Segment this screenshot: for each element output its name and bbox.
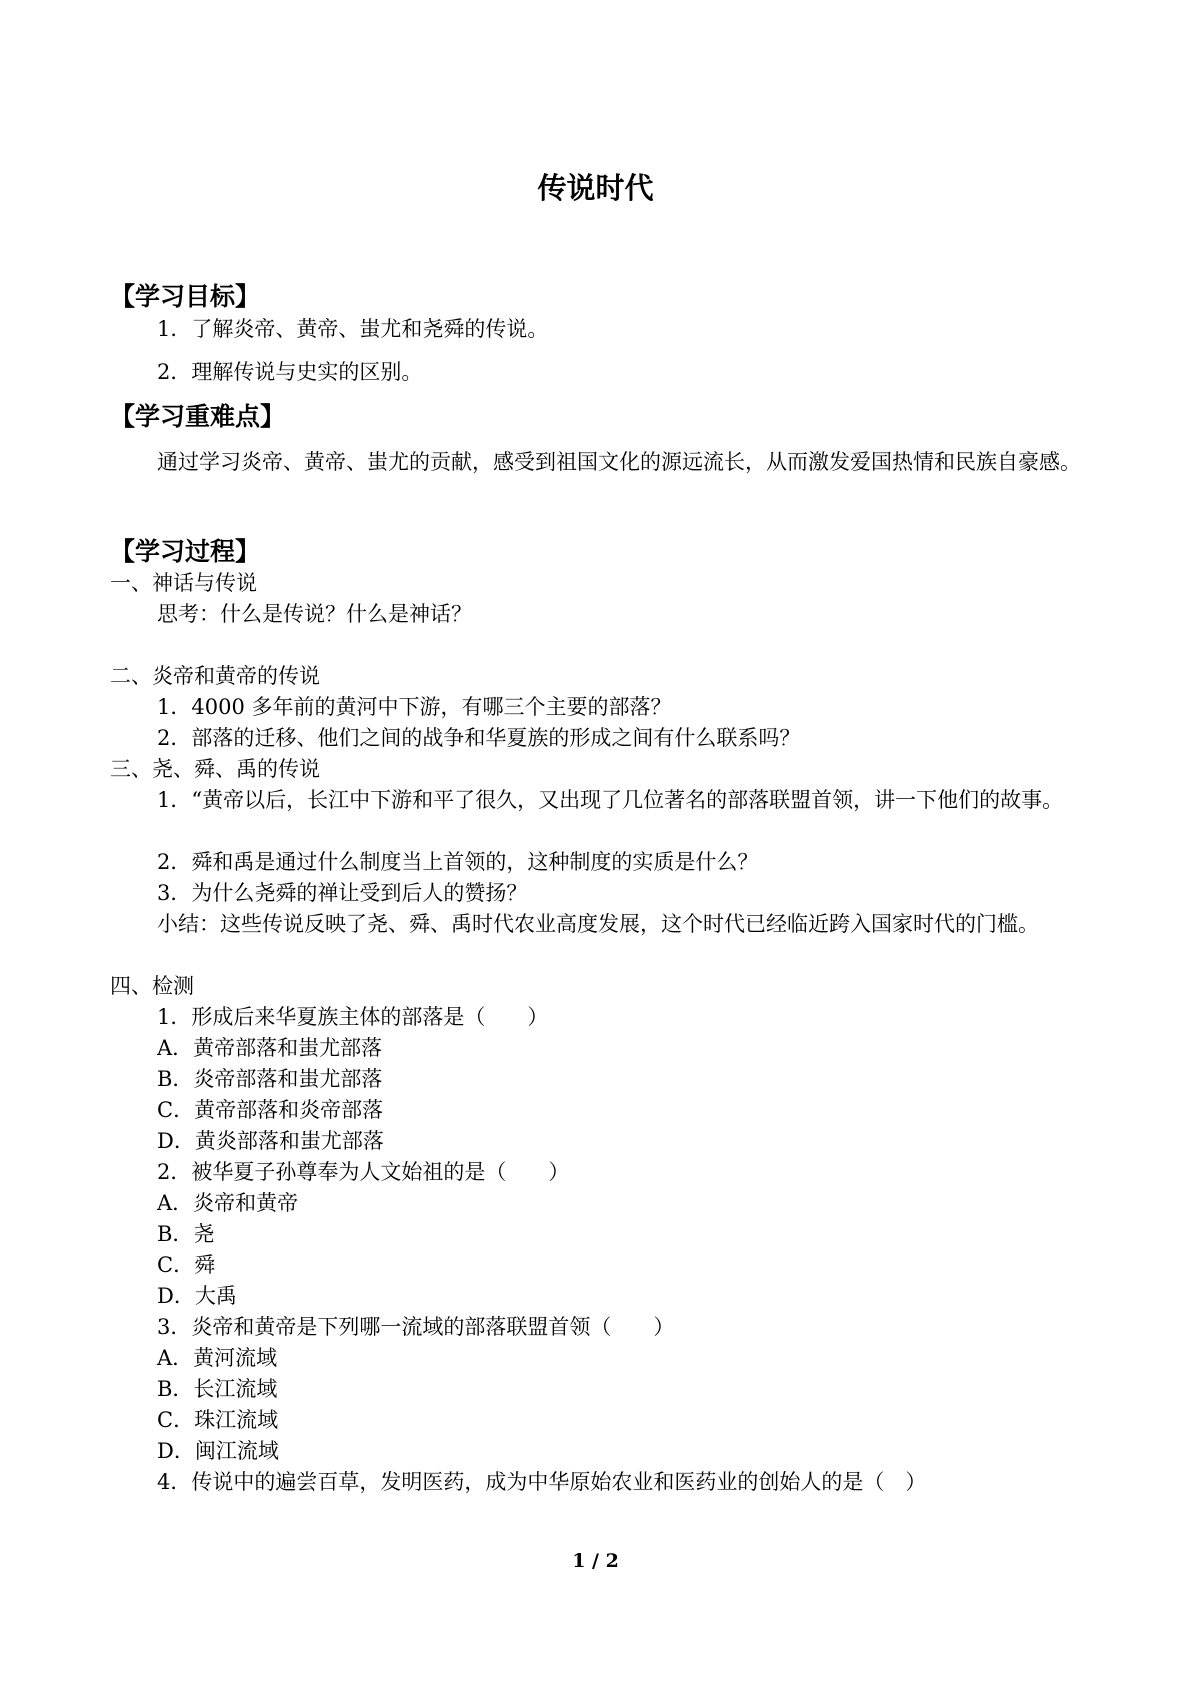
quiz-3-option-a: A．黄河流域 <box>157 1346 278 1370</box>
section-3-question-1: 1．“黄帝以后，长江中下游和平了很久，又出现了几位著名的部落联盟首领，讲一下他们的故事。 <box>157 788 1064 812</box>
section-1-title: 一、神话与传说 <box>110 571 257 595</box>
quiz-3-option-d: D．闽江流域 <box>157 1439 279 1463</box>
process-heading: 【学习过程】 <box>110 537 261 566</box>
quiz-3-option-b: B．长江流域 <box>157 1377 278 1401</box>
section-3-summary: 小结：这些传说反映了尧、舜、禹时代农业高度发展，这个时代已经临近跨入国家时代的门槛。 <box>157 912 1039 936</box>
quiz-1-option-d: D．黄炎部落和蚩尤部落 <box>157 1129 384 1153</box>
quiz-question-1: 1．形成后来华夏族主体的部落是（ ） <box>157 1005 549 1029</box>
section-3-question-2: 2．舜和禹是通过什么制度当上首领的，这种制度的实质是什么？ <box>157 850 759 874</box>
quiz-1-option-c: C．黄帝部落和炎帝部落 <box>157 1098 384 1122</box>
quiz-1-option-a: A．黄帝部落和蚩尤部落 <box>157 1036 383 1060</box>
quiz-question-3: 3．炎帝和黄帝是下列哪一流域的部落联盟首领（ ） <box>157 1315 675 1339</box>
key-points-text: 通过学习炎帝、黄帝、蚩尤的贡献，感受到祖国文化的源远流长，从而激发爱国热情和民族自豪感。 <box>157 450 1081 474</box>
quiz-question-2: 2．被华夏子孙尊奉为人文始祖的是（ ） <box>157 1160 570 1184</box>
quiz-2-option-a: A．炎帝和黄帝 <box>157 1191 299 1215</box>
goal-item-1: 1．了解炎帝、黄帝、蚩尤和尧舜的传说。 <box>157 317 549 341</box>
quiz-2-option-d: D．大禹 <box>157 1284 237 1308</box>
quiz-question-4: 4．传说中的遍尝百草，发明医药，成为中华原始农业和医药业的创始人的是（ ） <box>157 1470 927 1494</box>
page-title: 传说时代 <box>537 171 654 205</box>
quiz-2-option-b: B．尧 <box>157 1222 215 1246</box>
section-3-question-3: 3．为什么尧舜的禅让受到后人的赞扬？ <box>157 881 528 905</box>
quiz-2-option-c: C．舜 <box>157 1253 216 1277</box>
page-number: 1 / 2 <box>572 1550 619 1572</box>
goal-item-2: 2．理解传说与史实的区别。 <box>157 360 423 384</box>
quiz-3-option-c: C．珠江流域 <box>157 1408 279 1432</box>
section-2-question-2: 2．部落的迁移、他们之间的战争和华夏族的形成之间有什么联系吗？ <box>157 726 801 750</box>
section-4-title: 四、检测 <box>110 974 194 998</box>
goals-heading: 【学习目标】 <box>110 282 261 311</box>
key-points-heading: 【学习重难点】 <box>110 402 286 431</box>
section-3-title: 三、尧、舜、禹的传说 <box>110 757 320 781</box>
quiz-1-option-b: B．炎帝部落和蚩尤部落 <box>157 1067 383 1091</box>
section-2-title: 二、炎帝和黄帝的传说 <box>110 664 320 688</box>
section-2-question-1: 1．4000 多年前的黄河中下游，有哪三个主要的部落？ <box>157 695 672 719</box>
section-1-question: 思考：什么是传说？什么是神话？ <box>157 602 472 626</box>
